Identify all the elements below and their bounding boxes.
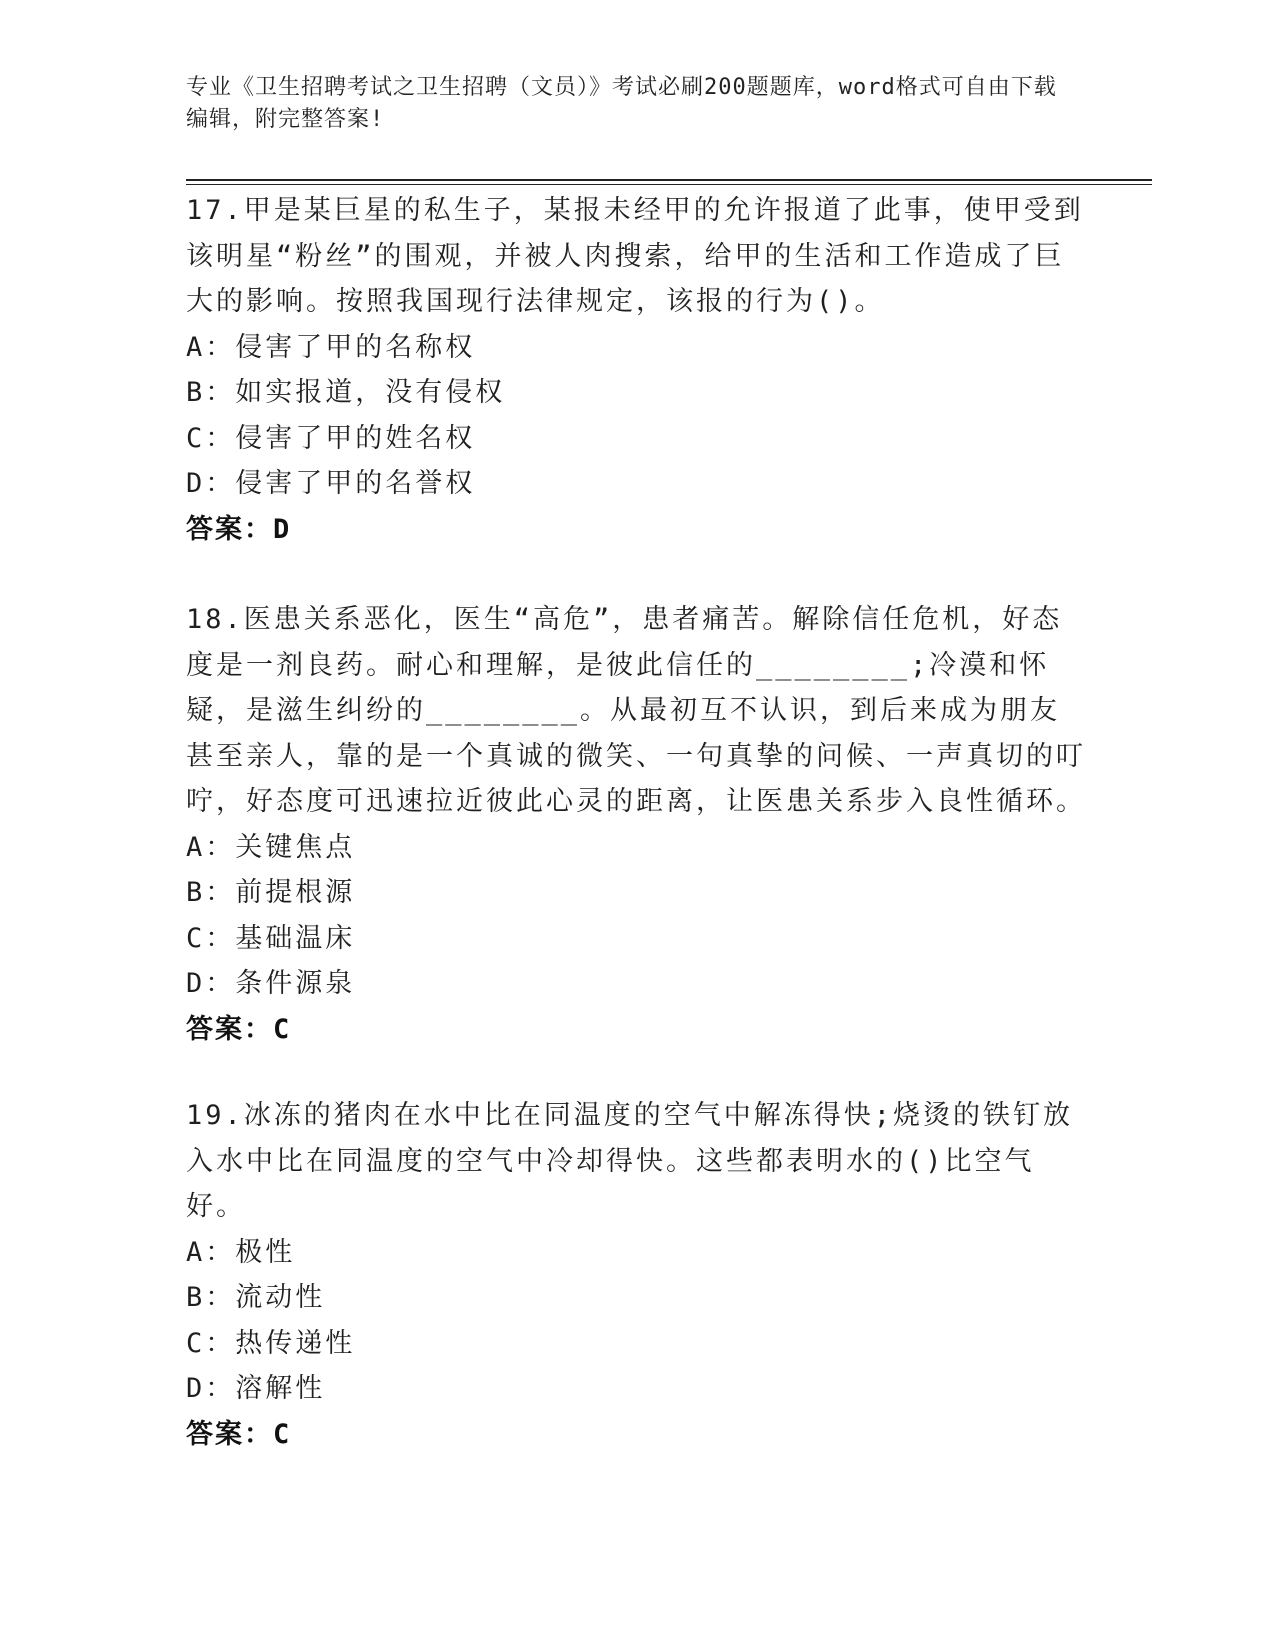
option-c: C：基础温床 (186, 922, 356, 954)
option-a: A：极性 (186, 1236, 296, 1268)
header-divider-thin (186, 184, 1152, 185)
answer-line: 答案：C (186, 1013, 292, 1045)
option-b: B：如实报道，没有侵权 (186, 377, 506, 408)
option-b: B：流动性 (186, 1282, 326, 1313)
option-a: A：关键焦点 (186, 831, 356, 863)
answer-line: 答案：C (186, 1418, 292, 1450)
document-header: 专业《卫生招聘考试之卫生招聘（文员）》考试必刷200题题库，word格式可自由下载编辑，附完整答案! (186, 75, 1057, 132)
question-19 (186, 1093, 1086, 1457)
option-b: B：前提根源 (186, 877, 356, 908)
question-18 (186, 597, 1086, 1052)
question-stem: 18.医患关系恶化，医生“高危”，患者痛苦。解除信任危机，好态度是一剂良药。耐心和理解，是彼此信任的________;冷漠和怀疑，是滋生纠纷的________。从最初互不认识，到后来成为朋友甚至亲人，靠的是一个真诚的微笑、一句真挚的问候、一声真切的叮咛，好态度可迅速拉近彼此心灵的距离，让医患关系步入良性循环。 (186, 604, 1086, 817)
question-stem: 17.甲是某巨星的私生子，某报未经甲的允许报道了此事，使甲受到该明星“粉丝”的围观，并被人肉搜索，给甲的生活和工作造成了巨大的影响。按照我国现行法律规定，该报的行为()。 (186, 195, 1084, 317)
option-a: A：侵害了甲的名称权 (186, 331, 476, 363)
option-c: C：热传递性 (186, 1327, 356, 1359)
header-divider-thick (186, 179, 1152, 181)
question-17 (186, 188, 1086, 552)
question-stem: 19.冰冻的猪肉在水中比在同温度的空气中解冻得快;烧烫的铁钉放入水中比在同温度的空气中冷却得快。这些都表明水的()比空气好。 (186, 1100, 1074, 1222)
answer-line: 答案：D (186, 513, 292, 545)
option-d: D：条件源泉 (186, 968, 356, 999)
option-c: C：侵害了甲的姓名权 (186, 422, 476, 454)
option-d: D：溶解性 (186, 1373, 326, 1404)
option-d: D：侵害了甲的名誉权 (186, 468, 476, 499)
